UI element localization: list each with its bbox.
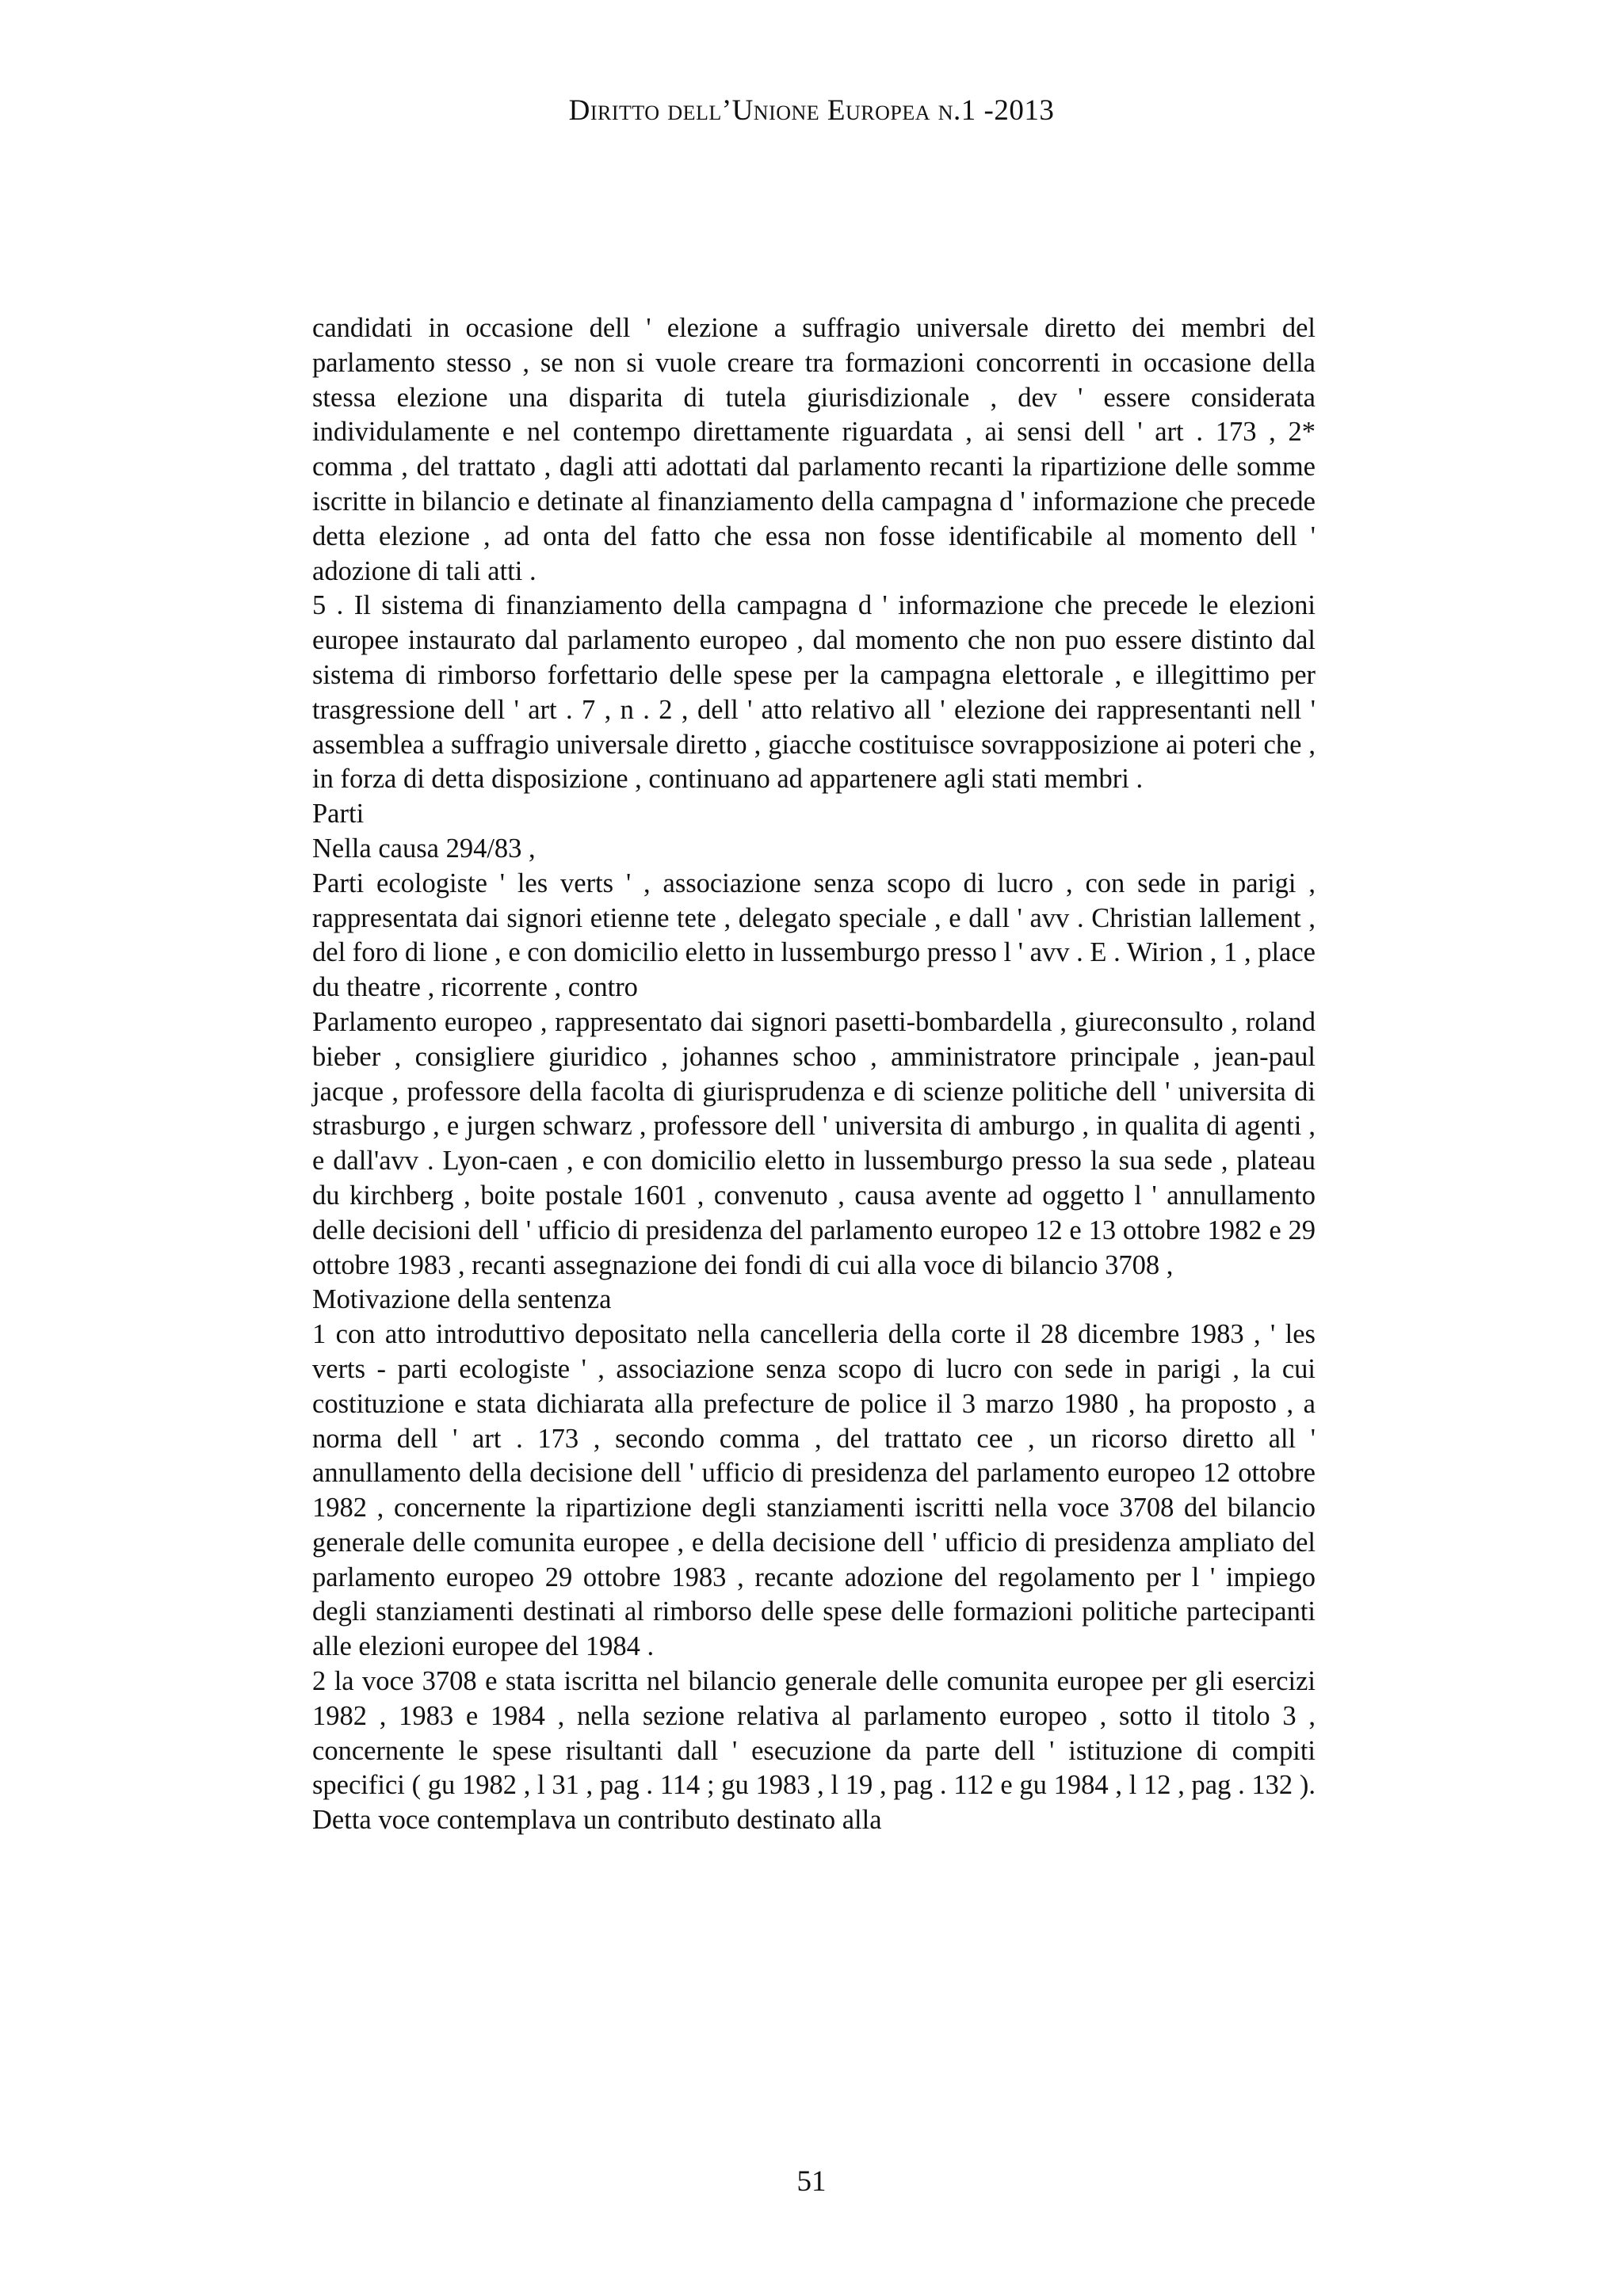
- paragraph-point-1: 1 con atto introduttivo depositato nella cancelleria della corte il 28 dicembre 1983 , ' les verts - parti ecologiste ' , associazione senza scopo di lucro con sede in parigi , la cui costituzione e stata dichiarata alla prefecture de police il 3 marzo 1980 , ha proposto , a norma dell ' art . 173 , secondo comma , del trattato cee , un ricorso diretto all ' annullamento della decisione dell ' ufficio di presidenza del parlamento europeo 12 ottobre 1982 , concernente la ripartizione degli stanziamenti iscritti nella voce 3708 del bilancio generale delle comunita europee , e della decisione dell ' ufficio di presidenza ampliato del parlamento europeo 29 ottobre 1983 , recante adozione del regolamento per l ' impiego degli stanziamenti destinati al rimborso delle spese delle formazioni politiche partecipanti alle elezioni europee del 1984 .: [312, 1319, 1316, 1662]
- paragraph-point-5: 5 . Il sistema di finanziamento della campagna d ' informazione che precede le elezioni europee instaurato dal parlamento europeo , dal momento che non puo essere distinto dal sistema di rimborso forfettario delle spese per la campagna elettorale , e illegittimo per trasgressione dell ' art . 7 , n . 2 , dell ' atto relativo all ' elezione dei rappresentanti nell ' assemblea a suffragio universale diretto , giacche costituisce sovrapposizione ai poteri che , in forza di detta disposizione , continuano ad appartenere agli stati membri .: [312, 590, 1316, 795]
- paragraph-continuation: candidati in occasione dell ' elezione a suffragio universale diretto dei membri del parlamento stesso , se non si vuole creare tra formazioni concorrenti in occasione della stessa elezione una disparita di tutela giurisdizionale , dev ' essere considerata individulamente e nel contempo direttamente riguardata , ai sensi dell ' art . 173 , 2* comma , del trattato , dagli atti adottati dal parlamento recanti la ripartizione delle somme iscritte in bilancio e detinate al finanziamento della campagna d ' informazione che precede detta elezione , ad onta del fatto che essa non fosse identificabile al momento dell ' adozione di tali atti .: [312, 313, 1316, 586]
- paragraph-ricorrente: Parti ecologiste ' les verts ' , associazione senza scopo di lucro , con sede in parigi , rappresentata dai signori etienne tete , delegato speciale , e dall ' avv . Christian lallement , del foro di lione , e con domicilio eletto in lussemburgo presso l ' avv . E . Wirion , 1 , place du theatre , ricorrente , contro: [312, 868, 1316, 1003]
- journal-title: Diritto dell’Unione Europea n.1 -2013: [568, 94, 1055, 127]
- section-heading-parti: Parti: [312, 799, 365, 830]
- running-header: [0, 93, 1623, 128]
- paragraph-point-2: 2 la voce 3708 e stata iscritta nel bilancio generale delle comunita europee per gli esercizi 1982 , 1983 e 1984 , nella sezione relativa al parlamento europeo , sotto il titolo 3 , concernente le spese risultanti dall ' esecuzione da parte dell ' istituzione di compiti specifici ( gu 1982 , l 31 , pag . 114 ; gu 1983 , l 19 , pag . 112 e gu 1984 , l 12 , pag . 132 ). Detta voce contemplava un contributo destinato alla: [312, 1666, 1316, 1836]
- paragraph-convenuto: Parlamento europeo , rappresentato dai signori pasetti-bombardella , giureconsulto , roland bieber , consigliere giuridico , johannes schoo , amministratore principale , jean-paul jacque , professore della facolta di giurisprudenza e di scienze politiche dell ' universita di strasburgo , e jurgen schwarz , professore dell ' universita di amburgo , in qualita di agenti , e dall'avv . Lyon-caen , e con domicilio eletto in lussemburgo presso la sua sede , plateau du kirchberg , boite postale 1601 , convenuto , causa avente ad oggetto l ' annullamento delle decisioni dell ' ufficio di presidenza del parlamento europeo 12 e 13 ottobre 1982 e 29 ottobre 1983 , recanti assegnazione dei fondi di cui alla voce di bilancio 3708 ,: [312, 1006, 1316, 1280]
- case-reference: Nella causa 294/83 ,: [312, 833, 536, 864]
- section-heading-motivazione: Motivazione della sentenza: [312, 1284, 612, 1315]
- body-text: [312, 311, 1316, 1838]
- page-number: 51: [796, 2165, 827, 2198]
